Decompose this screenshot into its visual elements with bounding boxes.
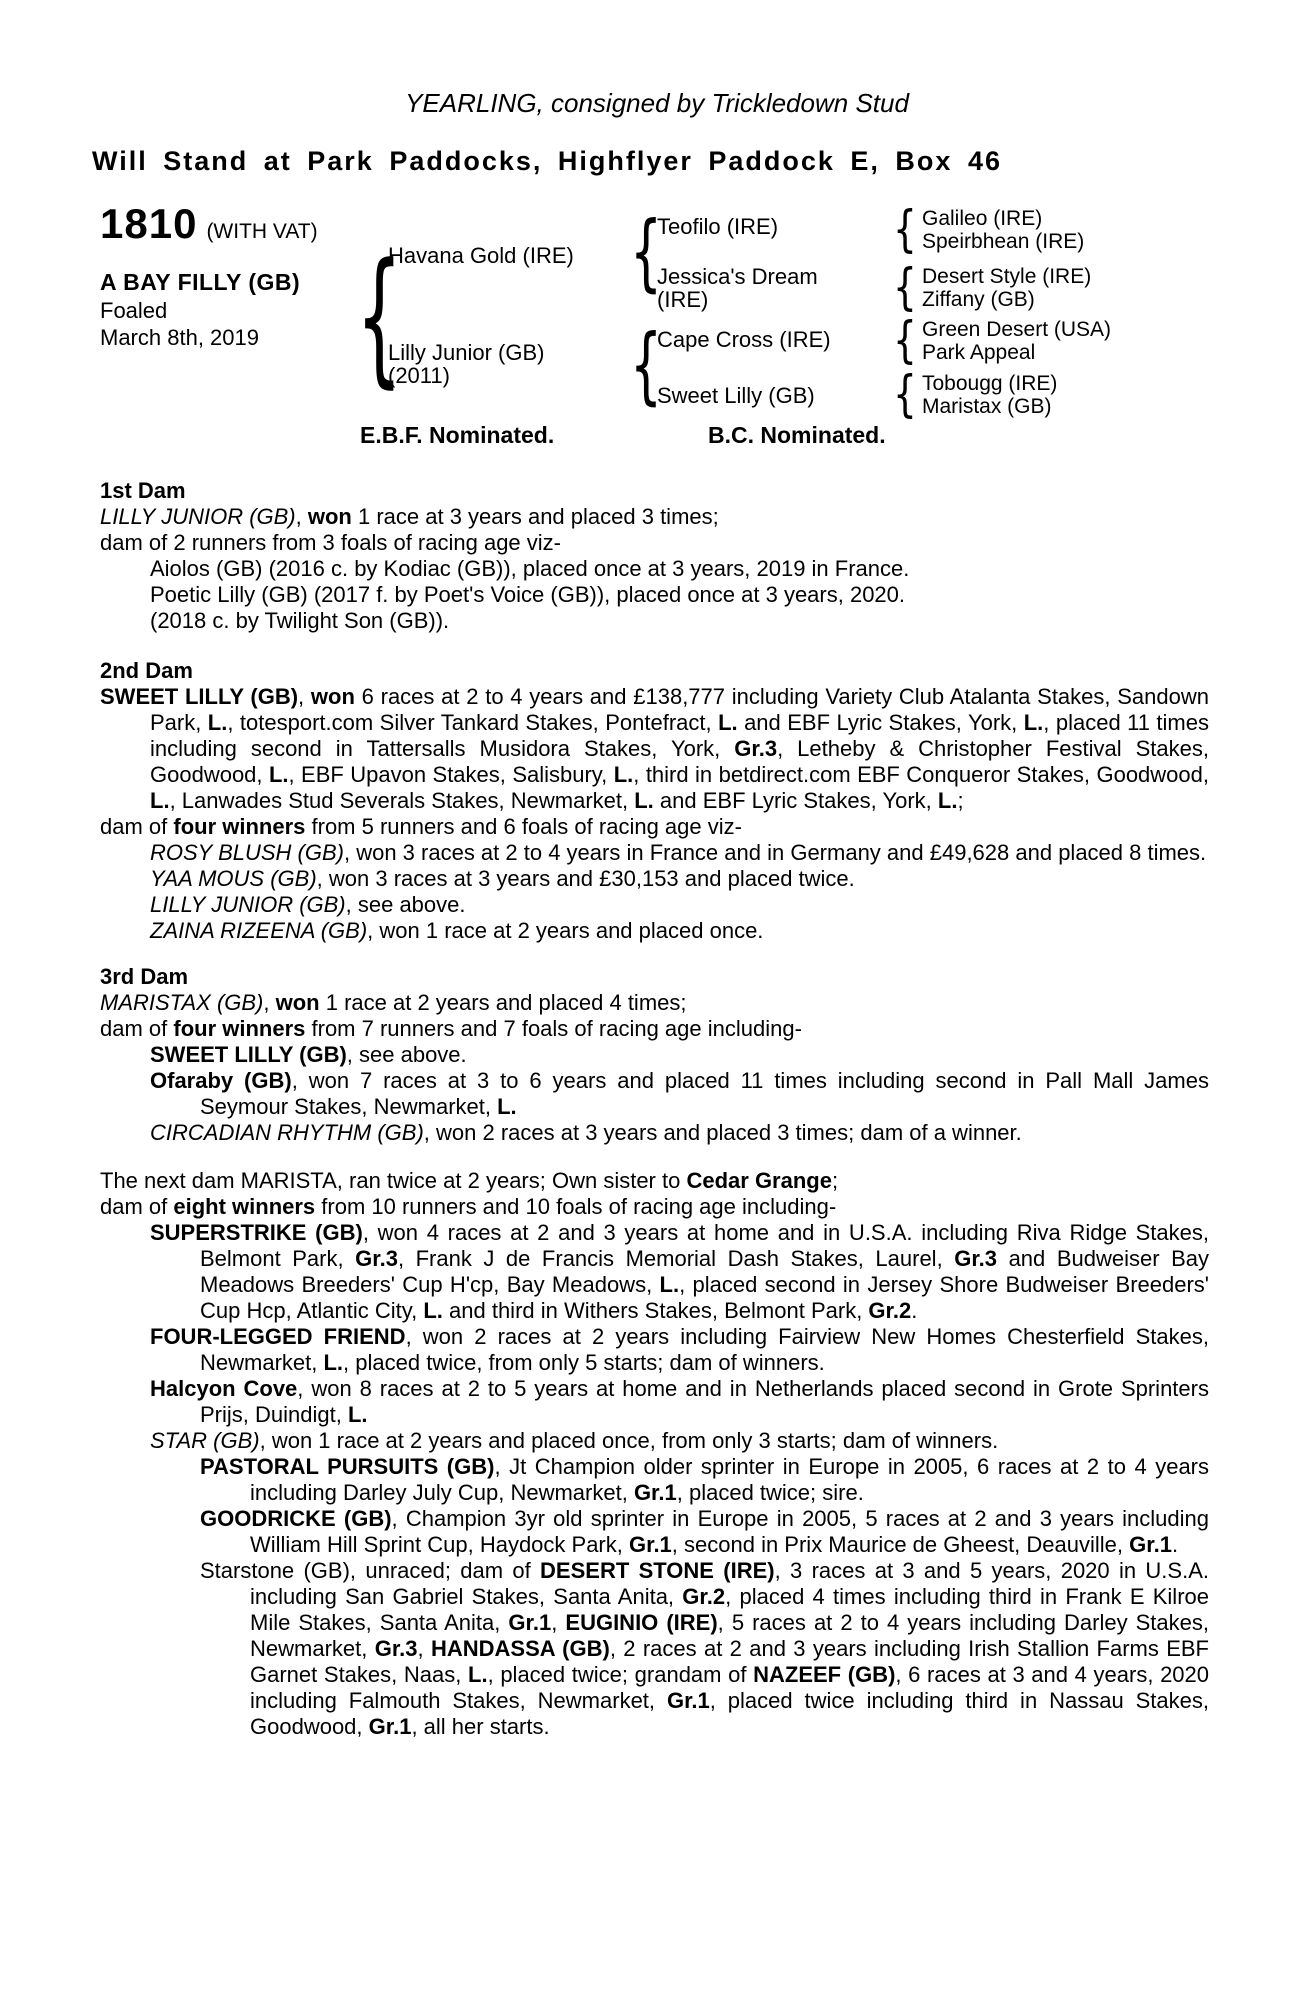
progeny-entry: SUPERSTRIKE (GB), won 4 races at 2 and 3 years at home and in U.S.A. including Riva Ridge Stakes, Belmont Park, Gr.3, Frank J de Francis Memorial Dash Stakes, Laurel, Gr.3 and Budweiser Bay Meadows Breeders' Cup H'cp, Bay Meadows, L., placed second in Jersey Shore Budweiser Breeders' Cup Hcp, Atlantic City, L. and third in Withers Stakes, Belmont Park, Gr.2.: [150, 1220, 1209, 1323]
pedigree-text: [100, 478, 1209, 1740]
progeny-entry: SWEET LILLY (GB), see above.: [150, 1042, 467, 1067]
progeny-entry: Ofaraby (GB), won 7 races at 3 to 6 years and placed 11 times including second in Pall Mall James Seymour Stakes, Newmarket, L.: [150, 1068, 1209, 1119]
section-1st-dam: [100, 478, 1209, 634]
dam-name-line2: (2011): [388, 363, 450, 388]
section-2nd-dam: [100, 658, 1209, 944]
progeny-entry: FOUR-LEGGED FRIEND, won 2 races at 2 years including Fairview New Homes Chesterfield Stakes, Newmarket, L., placed twice, from only 5 starts; dam of winners.: [150, 1324, 1209, 1375]
great-granddam-name: Ziffany (GB): [922, 288, 1035, 311]
pedigree-brace-icon: {: [630, 316, 663, 414]
progeny-entry: ROSY BLUSH (GB), won 3 races at 2 to 4 years in France and in Germany and £49,628 and placed 8 times.: [150, 840, 1207, 865]
pedigree-brace-icon: {: [356, 232, 403, 402]
lot-row: [100, 200, 318, 247]
granddam-name-line2: (IRE): [657, 287, 709, 312]
great-grandsire-name: Tobougg (IRE): [922, 372, 1058, 395]
dam-paragraph: MARISTAX (GB), won 1 race at 2 years and placed 4 times;: [100, 990, 687, 1015]
section-3rd-dam: [100, 964, 1209, 1146]
progeny-entry: CIRCADIAN RHYTHM (GB), won 2 races at 3 years and placed 3 times; dam of a winner.: [150, 1120, 1022, 1145]
horse-name: A BAY FILLY (GB): [100, 269, 301, 295]
great-grandparent-pair: [922, 372, 1057, 418]
progeny-entry: (2018 c. by Twilight Son (GB)).: [150, 608, 450, 633]
dam-name-line1: Lilly Junior (GB): [388, 340, 545, 365]
foaled-date: March 8th, 2019: [100, 325, 259, 350]
foaled-label: Foaled: [100, 298, 168, 323]
great-granddam-name: Maristax (GB): [922, 395, 1052, 418]
progeny-sub-entry: PASTORAL PURSUITS (GB), Jt Champion older sprinter in Europe in 2005, 6 races at 2 to 4 years including Darley July Cup, Newmarket, Gr.1, placed twice; sire.: [200, 1454, 1210, 1505]
stand-location: Will Stand at Park Paddocks, Highflyer Paddock E, Box 46: [92, 146, 1002, 176]
progeny-entry: LILLY JUNIOR (GB), see above.: [150, 892, 466, 917]
pedigree-brace-icon: {: [893, 258, 917, 316]
great-grandparent-pair: [922, 207, 1084, 253]
great-grandsire-name: Green Desert (USA): [922, 318, 1112, 341]
progeny-entry: Halcyon Cove, won 8 races at 2 to 5 years at home and in Netherlands placed second in Grote Sprinters Prijs, Duindigt, L.: [150, 1376, 1209, 1427]
great-granddam-name: Speirbhean (IRE): [922, 230, 1085, 253]
dam-paragraph: dam of eight winners from 10 runners and 10 foals of racing age including-: [100, 1194, 837, 1219]
great-grandsire-name: Galileo (IRE): [922, 207, 1043, 230]
great-grandparent-pair: [922, 265, 1091, 311]
progeny-entry: YAA MOUS (GB), won 3 races at 3 years and £30,153 and placed twice.: [150, 866, 855, 891]
sire-name: Havana Gold (IRE): [388, 243, 574, 268]
pedigree-brace-icon: {: [893, 311, 917, 369]
great-grandparent-pair: [922, 318, 1111, 364]
dam-paragraph: LILLY JUNIOR (GB), won 1 race at 3 years and placed 3 times;: [100, 504, 719, 529]
page-title: YEARLING, consigned by Trickledown Stud: [405, 88, 909, 118]
great-grandsire-name: Desert Style (IRE): [922, 265, 1092, 288]
section-next-dam: [100, 1168, 1209, 1740]
granddam-name: [657, 265, 818, 311]
section-heading: 1st Dam: [100, 478, 186, 503]
progeny-entry: Poetic Lilly (GB) (2017 f. by Poet's Voice (GB)), placed once at 3 years, 2020.: [150, 582, 906, 607]
pedigree-brace-icon: {: [630, 203, 663, 301]
dam-name: [388, 341, 544, 387]
great-granddam-name: Park Appeal: [922, 341, 1036, 364]
dam-paragraph: dam of 2 runners from 3 foals of racing age viz-: [100, 530, 561, 555]
progeny-sub-entry: GOODRICKE (GB), Champion 3yr old sprinter in Europe in 2005, 5 races at 2 and 3 years including William Hill Sprint Cup, Haydock Park, Gr.1, second in Prix Maurice de Gheest, Deauville, Gr.1.: [200, 1506, 1209, 1557]
vat-note: (WITH VAT): [206, 220, 318, 243]
grandsire-name: Teofilo (IRE): [657, 214, 779, 239]
progeny-entry: Aiolos (GB) (2016 c. by Kodiac (GB)), placed once at 3 years, 2019 in France.: [150, 556, 910, 581]
granddam-name: Sweet Lilly (GB): [657, 383, 815, 408]
dam-paragraph: dam of four winners from 7 runners and 7 foals of racing age including-: [100, 1016, 802, 1041]
pedigree-brace-icon: {: [893, 365, 917, 423]
pedigree-brace-icon: {: [893, 200, 917, 258]
grandsire-name: Cape Cross (IRE): [657, 327, 831, 352]
dam-paragraph: dam of four winners from 5 runners and 6 foals of racing age viz-: [100, 814, 742, 839]
bc-nomination: B.C. Nominated.: [708, 422, 886, 448]
ebf-nomination: E.B.F. Nominated.: [360, 422, 555, 448]
progeny-entry: ZAINA RIZEENA (GB), won 1 race at 2 years and placed once.: [150, 918, 764, 943]
section-heading: 2nd Dam: [100, 658, 193, 683]
dam-paragraph: SWEET LILLY (GB), won 6 races at 2 to 4 years and £138,777 including Variety Club Atalanta Stakes, Sandown Park, L., totesport.com Silver Tankard Stakes, Pontefract, L. and EBF Lyric Stakes, York, L., placed 11 times including second in Tattersalls Musidora Stakes, York, Gr.3, Letheby & Christopher Festival Stakes, Goodwood, L., EBF Upavon Stakes, Salisbury, L., third in betdirect.com EBF Conqueror Stakes, Goodwood, L., Lanwades Stud Severals Stakes, Newmarket, L. and EBF Lyric Stakes, York, L.;: [100, 684, 1209, 813]
pedigree-tree: [0, 195, 1314, 478]
dam-paragraph: The next dam MARISTA, ran twice at 2 years; Own sister to Cedar Grange;: [100, 1168, 839, 1193]
granddam-name-line1: Jessica's Dream: [657, 264, 818, 289]
section-heading: 3rd Dam: [100, 964, 189, 989]
progeny-sub-entry: Starstone (GB), unraced; dam of DESERT STONE (IRE), 3 races at 3 and 5 years, 2020 in U.S.A. including San Gabriel Stakes, Santa Anita, Gr.2, placed 4 times including third in Frank E Kilroe Mile Stakes, Santa Anita, Gr.1, EUGINIO (IRE), 5 races at 2 to 4 years including Darley Stakes, Newmarket, Gr.3, HANDASSA (GB), 2 races at 2 and 3 years including Irish Stallion Farms EBF Garnet Stakes, Naas, L., placed twice; grandam of NAZEEF (GB), 6 races at 3 and 4 years, 2020 including Falmouth Stakes, Newmarket, Gr.1, placed twice including third in Nassau Stakes, Goodwood, Gr.1, all her starts.: [200, 1558, 1210, 1739]
progeny-entry: STAR (GB), won 1 race at 2 years and placed once, from only 3 starts; dam of winners.: [150, 1428, 999, 1453]
lot-number: 1810: [100, 200, 198, 247]
